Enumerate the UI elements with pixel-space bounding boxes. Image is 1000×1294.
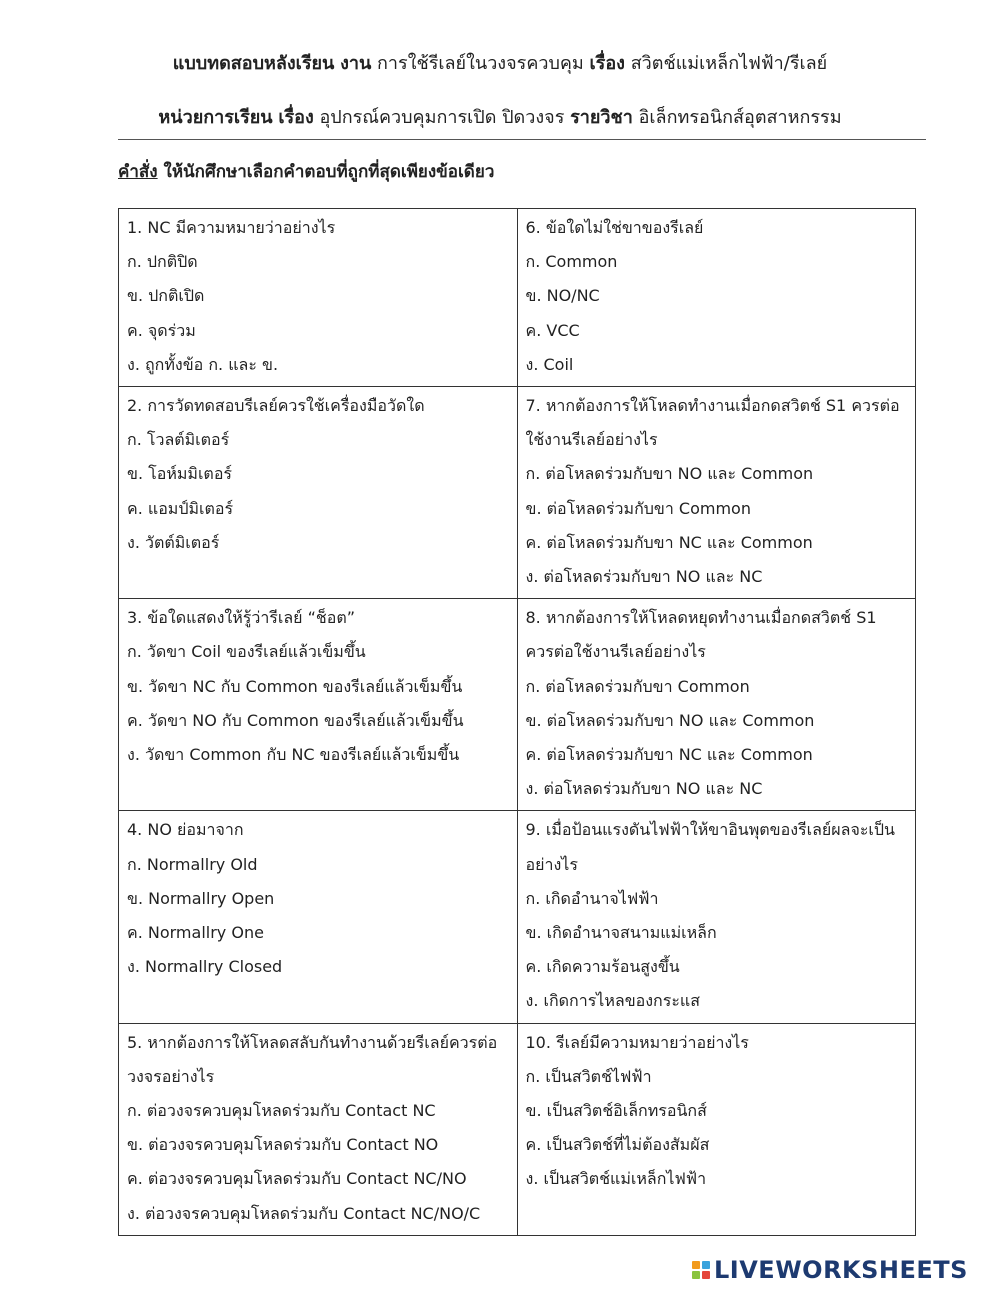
answer-option[interactable]: ค. เป็นสวิตช์ที่ไม่ต้องสัมผัส [525,1135,710,1155]
answer-option[interactable]: ข. NO/NC [525,286,600,306]
answer-option[interactable]: ก. ปกติปิด [127,252,198,272]
question-9 [517,811,916,1023]
logo-square-blue [702,1261,710,1269]
answer-option[interactable]: ข. วัดขา NC กับ Common ของรีเลย์แล้วเข็มขึ้น [127,676,463,696]
answer-option[interactable]: ข. เป็นสวิตช์อิเล็กทรอนิกส์ [525,1101,707,1121]
answer-option[interactable]: ค. แอมป์มิเตอร์ [127,498,234,518]
title-topic-value: สวิตช์แม่เหล็กไฟฟ้า/รีเลย์ [630,53,828,74]
answer-option[interactable]: ก. ต่อวงจรควบคุมโหลดร่วมกับ Contact NC [127,1101,436,1121]
quiz-row-4 [119,811,916,1023]
title-label-unit-topic: เรื่อง [278,107,314,128]
question-10 [517,1023,916,1235]
title-unit-value: อุปกรณ์ควบคุมการเปิด ปิดวงจร [319,107,565,128]
answer-option[interactable]: ค. VCC [525,320,580,340]
answer-option[interactable]: ก. Normallry Old [127,854,258,874]
title-label-subject: รายวิชา [570,107,633,128]
answer-option[interactable]: ค. ต่อโหลดร่วมกับขา NC และ Common [525,745,813,765]
question-text: 6. ข้อใดไม่ใช่ขาของรีเลย์ [525,218,704,237]
question-text: 4. NO ย่อมาจาก [127,820,244,840]
question-2 [119,387,518,599]
question-text: 5. หากต้องการให้โหลดสลับกันทำงานด้วยรีเลย์ควรต่อวงจรอย่างไร [127,1032,498,1086]
answer-option[interactable]: ค. ต่อวงจรควบคุมโหลดร่วมกับ Contact NC/NO [127,1169,467,1189]
title-label-unit: หน่วยการเรียน [158,107,273,128]
title-label-job: งาน [340,53,372,74]
logo-squares-icon [692,1261,710,1279]
logo-square-orange [692,1261,700,1269]
logo-square-red [702,1271,710,1279]
question-8 [517,599,916,811]
header-divider [118,139,926,140]
quiz-row-3 [119,599,916,811]
answer-option[interactable]: ก. โวลต์มิเตอร์ [127,430,230,450]
answer-option[interactable]: ง. วัดขา Common กับ NC ของรีเลย์แล้วเข็มขึ้น [127,745,460,765]
answer-option[interactable]: ง. เป็นสวิตช์แม่เหล็กไฟฟ้า [525,1169,707,1189]
question-1 [119,209,518,387]
answer-option[interactable]: ง. Coil [525,354,574,374]
answer-option[interactable]: ข. ต่อโหลดร่วมกับขา NO และ Common [525,710,815,730]
answer-option[interactable]: ง. ต่อวงจรควบคุมโหลดร่วมกับ Contact NC/NO/C [127,1203,481,1223]
title-job-value: การใช้รีเลย์ในวงจรควบคุม [377,53,584,74]
answer-option[interactable]: ง. ต่อโหลดร่วมกับขา NO และ NC [525,779,763,799]
answer-option[interactable]: ข. ปกติเปิด [127,286,205,306]
logo-text: LIVEWORKSHEETS [714,1256,968,1284]
question-text: 1. NC มีความหมายว่าอย่างไร [127,218,336,237]
answer-option[interactable]: ก. เป็นสวิตช์ไฟฟ้า [525,1066,652,1086]
answer-option[interactable]: ค. วัดขา NO กับ Common ของรีเลย์แล้วเข็มขึ้น [127,710,464,730]
question-3 [119,599,518,811]
answer-option[interactable]: ค. ต่อโหลดร่วมกับขา NC และ Common [525,532,813,552]
question-text: 9. เมื่อป้อนแรงดันไฟฟ้าให้ขาอินพุตของรีเลย์ผลจะเป็นอย่างไร [525,820,895,874]
question-text: 10. รีเลย์มีความหมายว่าอย่างไร [525,1032,749,1052]
answer-option[interactable]: ข. Normallry Open [127,888,275,908]
worksheet-title-line-2 [0,104,1000,132]
answer-option[interactable]: ง. ถูกทั้งข้อ ก. และ ข. [127,354,279,374]
answer-option[interactable]: ข. ต่อโหลดร่วมกับขา Common [525,498,751,518]
title-subject-value: อิเล็กทรอนิกส์อุตสาหกรรม [638,107,842,128]
question-text: 3. ข้อใดแสดงให้รู้ว่ารีเลย์ “ช็อต” [127,608,356,628]
title-label-topic: เรื่อง [589,53,625,74]
logo-square-green [692,1271,700,1279]
question-4 [119,811,518,1023]
question-7 [517,387,916,599]
answer-option[interactable]: ก. ต่อโหลดร่วมกับขา Common [525,676,750,696]
answer-option[interactable]: ค. เกิดความร้อนสูงขึ้น [525,957,680,977]
answer-option[interactable]: ก. วัดขา Coil ของรีเลย์แล้วเข็มขึ้น [127,642,366,662]
answer-option[interactable]: ข. เกิดอำนาจสนามแม่เหล็ก [525,923,717,943]
answer-option[interactable]: ข. โอห์มมิเตอร์ [127,464,233,484]
quiz-row-5 [119,1023,916,1235]
question-5 [119,1023,518,1235]
quiz-row-1 [119,209,916,387]
answer-option[interactable]: ง. Normallry Closed [127,957,283,977]
answer-option[interactable]: ข. ต่อวงจรควบคุมโหลดร่วมกับ Contact NO [127,1135,439,1155]
answer-option[interactable]: ค. จุดร่วม [127,320,196,340]
answer-option[interactable]: ง. วัตต์มิเตอร์ [127,532,220,552]
answer-option[interactable]: ง. ต่อโหลดร่วมกับขา NO และ NC [525,567,763,587]
question-text: 8. หากต้องการให้โหลดหยุดทำงานเมื่อกดสวิตช์ S1 ควรต่อใช้งานรีเลย์อย่างไร [525,608,877,662]
instruction-label: คำสั่ง [118,162,158,182]
title-label-test: แบบทดสอบหลังเรียน [172,53,335,74]
answer-option[interactable]: ง. เกิดการไหลของกระแส [525,991,701,1011]
quiz-row-2 [119,387,916,599]
answer-option[interactable]: ก. เกิดอำนาจไฟฟ้า [525,888,659,908]
question-text: 7. หากต้องการให้โหลดทำงานเมื่อกดสวิตช์ S1 ควรต่อใช้งานรีเลย์อย่างไร [525,396,900,450]
liveworksheets-logo [692,1253,968,1287]
question-6 [517,209,916,387]
answer-option[interactable]: ค. Normallry One [127,923,264,943]
question-text: 2. การวัดทดสอบรีเลย์ควรใช้เครื่องมือวัดใด [127,396,425,416]
worksheet-title-line-1 [0,50,1000,78]
answer-option[interactable]: ก. Common [525,252,618,272]
quiz-table [118,208,916,1236]
instruction-text: ให้นักศึกษาเลือกคำตอบที่ถูกที่สุดเพียงข้อเดียว [163,162,495,182]
answer-option[interactable]: ก. ต่อโหลดร่วมกับขา NO และ Common [525,464,814,484]
instruction [118,158,494,186]
